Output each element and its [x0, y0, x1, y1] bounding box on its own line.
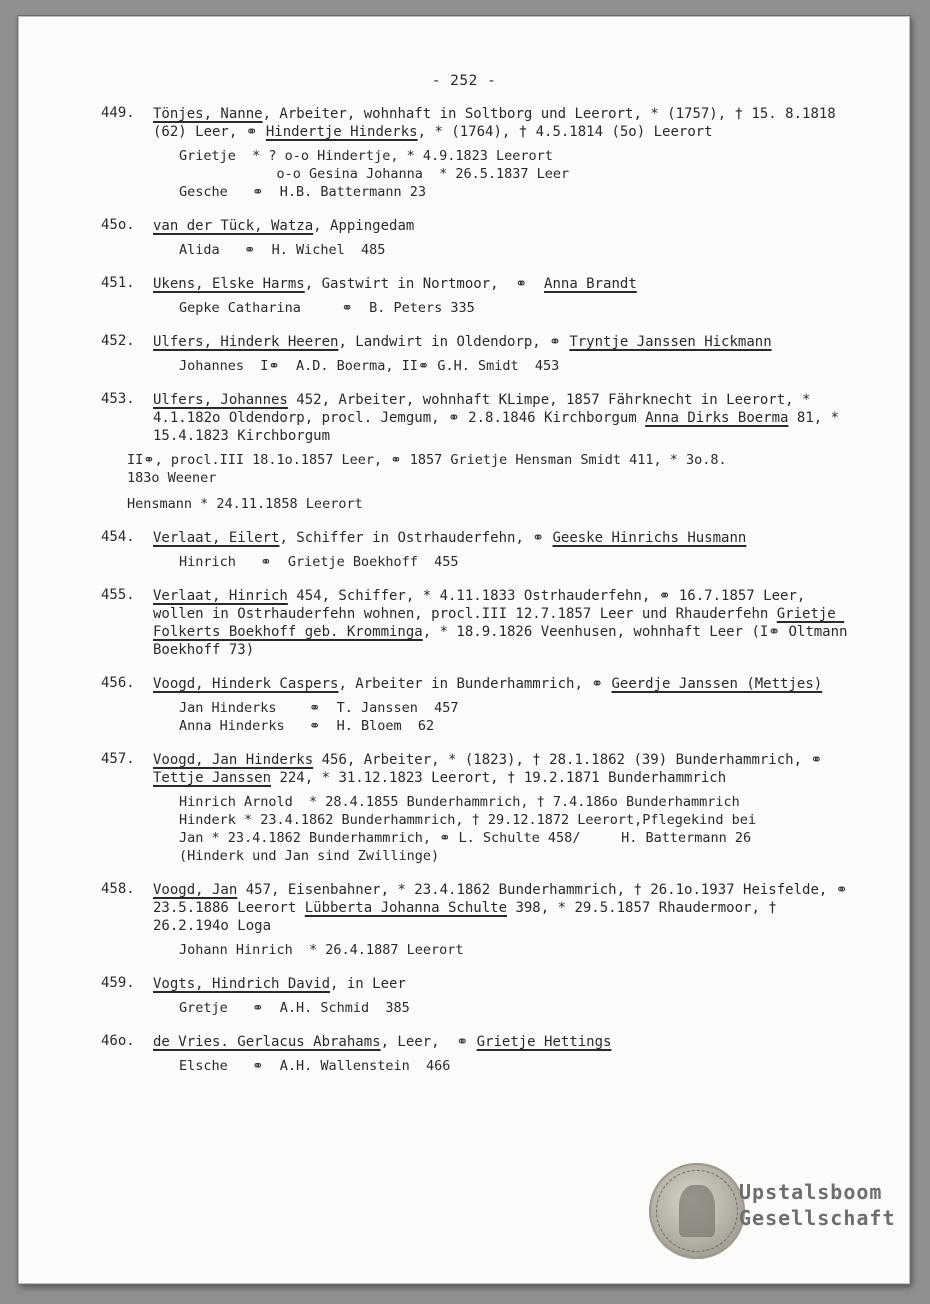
child-line: Hinderk * 23.4.1862 Bunderhammrich, † 29.12.1872 Leerort,Pflegekind bei: [179, 812, 757, 828]
genealogy-entry: [101, 975, 861, 1017]
child-line: Hinrich Arnold * 28.4.1855 Bunderhammrich, † 7.4.186o Bunderhammrich: [179, 794, 740, 810]
person-name: Voogd, Jan: [153, 882, 238, 898]
person-name: Grietje Hettings: [476, 1034, 612, 1050]
entry-head: [153, 529, 861, 547]
person-name: Verlaat, Hinrich: [153, 588, 288, 604]
entry-text: , Arbeiter, wohnhaft in Soltborg und Leerort, * (1757), † 15. 8.1818 (62) Leer, ⚭: [153, 106, 845, 140]
genealogy-entry: [101, 217, 861, 259]
child-line: (Hinderk und Jan sind Zwillinge): [179, 848, 440, 864]
genealogy-entry: [101, 675, 861, 735]
entry-text: , Appingedam: [313, 218, 415, 234]
child-line: Anna Hinderks ⚭ H. Bloem 62: [179, 718, 435, 734]
child-line: Gesche ⚭ H.B. Battermann 23: [179, 184, 427, 200]
children-list: [179, 1057, 861, 1075]
person-name: Anna Dirks Boerma: [645, 410, 789, 426]
child-line: Gepke Catharina ⚭ B. Peters 335: [179, 300, 475, 316]
person-name: Tönjes, Nanne: [153, 106, 263, 122]
person-name: de Vries. Gerlacus Abrahams: [153, 1034, 381, 1050]
person-name: Voogd, Hinderk Caspers: [153, 676, 339, 692]
genealogy-entry: [101, 881, 861, 959]
child-line: Johann Hinrich * 26.4.1887 Leerort: [179, 942, 464, 958]
child-line: II⚭, procl.III 18.1o.1857 Leer, ⚭ 1857 Grietje Hensman Smidt 411, * 3o.8.: [127, 452, 727, 468]
document-page: [18, 16, 910, 1284]
entry-number: 457.: [101, 751, 135, 767]
entry-head: [153, 333, 861, 351]
genealogy-entry: [101, 105, 861, 201]
entry-number: 449.: [101, 105, 135, 121]
genealogy-entry: [101, 1033, 861, 1075]
entry-number: 451.: [101, 275, 135, 291]
children-list: [179, 941, 861, 959]
person-name: Vogts, Hindrich David: [153, 976, 331, 992]
entry-text: 454, Schiffer, * 4.11.1833 Ostrhauderfehn, ⚭ 16.7.1857 Leer, wollen in Ostrhauderfehn wohnen, procl.III 12.7.1857 Leer und Rhauderfehn: [153, 588, 814, 622]
child-line: [127, 487, 861, 495]
children-list: [179, 147, 861, 201]
child-line: Gretje ⚭ A.H. Schmid 385: [179, 1000, 410, 1016]
entry-head: [153, 275, 861, 293]
children-list: [179, 553, 861, 571]
entry-list: [101, 105, 861, 1091]
children-list: [179, 241, 861, 259]
genealogy-entry: [101, 275, 861, 317]
entry-head: [153, 751, 861, 787]
children-list: [179, 357, 861, 375]
entry-number: 458.: [101, 881, 135, 897]
child-line: Grietje * ? o-o Hindertje, * 4.9.1823 Leerort: [179, 148, 553, 164]
entry-text: , Landwirt in Oldendorp, ⚭: [338, 334, 570, 350]
child-line: Hinrich ⚭ Grietje Boekhoff 455: [179, 554, 459, 570]
person-name: Grietje Folkerts Boekhoff geb. Kromminga: [153, 606, 845, 640]
children-list: [179, 793, 861, 865]
page-number: - 252 -: [431, 73, 497, 89]
entry-number: 455.: [101, 587, 135, 603]
logo-line-1: Upstalsboom: [739, 1180, 883, 1204]
children-list: [127, 451, 861, 513]
children-list: [179, 999, 861, 1017]
person-name: Lübberta Johanna Schulte: [304, 900, 508, 916]
genealogy-entry: [101, 333, 861, 375]
child-line: Jan * 23.4.1862 Bunderhammrich, ⚭ L. Schulte 458/ H. Battermann 26: [179, 830, 752, 846]
entry-text: 224, * 31.12.1823 Leerort, † 19.2.1871 Bunderhammrich: [271, 770, 727, 786]
entry-text: 456, Arbeiter, * (1823), † 28.1.1862 (39) Bunderhammrich, ⚭: [313, 752, 831, 768]
child-line: Johannes I⚭ A.D. Boerma, II⚭ G.H. Smidt 453: [179, 358, 560, 374]
entry-text: , Leer, ⚭: [380, 1034, 477, 1050]
entry-text: , Arbeiter in Bunderhammrich, ⚭: [338, 676, 612, 692]
entry-head: [153, 975, 861, 993]
society-logo: [649, 1163, 899, 1263]
entry-text: , in Leer: [330, 976, 406, 992]
entry-head: [153, 587, 861, 659]
entry-text: , Schiffer in Ostrhauderfehn, ⚭: [279, 530, 553, 546]
genealogy-entry: [101, 587, 861, 659]
entry-text: , * 18.9.1826 Veenhusen, wohnhaft Leer (I⚭ Oltmann Boekhoff 73): [153, 624, 856, 658]
entry-number: 452.: [101, 333, 135, 349]
entry-head: [153, 881, 861, 935]
genealogy-entry: [101, 391, 861, 513]
entry-number: 453.: [101, 391, 135, 407]
entry-text: , * (1764), † 4.5.1814 (5o) Leerort: [417, 124, 713, 140]
person-name: Anna Brandt: [544, 276, 637, 292]
genealogy-entry: [101, 751, 861, 865]
entry-number: 45o.: [101, 217, 135, 233]
entry-head: [153, 217, 861, 235]
entry-head: [153, 391, 861, 445]
seal-icon: [649, 1163, 745, 1259]
entry-head: [153, 675, 861, 693]
entry-text: , Gastwirt in Nortmoor, ⚭: [304, 276, 545, 292]
person-name: Ukens, Elske Harms: [153, 276, 305, 292]
entry-text: 398, * 29.5.1857 Rhaudermoor, † 26.2.194o Loga: [153, 900, 786, 934]
entry-number: 46o.: [101, 1033, 135, 1049]
children-list: [179, 699, 861, 735]
child-line: o-o Gesina Johanna * 26.5.1837 Leer: [179, 166, 570, 182]
person-name: van der Tück, Watza: [153, 218, 314, 234]
entry-head: [153, 1033, 861, 1051]
person-name: Ulfers, Hinderk Heeren: [153, 334, 339, 350]
entry-number: 454.: [101, 529, 135, 545]
person-name: Ulfers, Johannes: [153, 392, 288, 408]
logo-line-2: Gesellschaft: [739, 1206, 896, 1230]
genealogy-entry: [101, 529, 861, 571]
entry-text: 452, Arbeiter, wohnhaft KLimpe, 1857 Fährknecht in Leerort, * 4.1.182o Oldendorp, procl. Jemgum, ⚭ 2.8.1846 Kirchborgum: [153, 392, 819, 426]
entry-number: 459.: [101, 975, 135, 991]
entry-text: 457, Eisenbahner, * 23.4.1862 Bunderhammrich, † 26.1o.1937 Heisfelde, ⚭ 23.5.1886 Leerort: [153, 882, 856, 916]
logo-text: [739, 1179, 896, 1231]
person-name: Verlaat, Eilert: [153, 530, 280, 546]
child-line: Alida ⚭ H. Wichel 485: [179, 242, 386, 258]
entry-text: 81, * 15.4.1823 Kirchborgum: [153, 410, 848, 444]
person-name: Hindertje Hinderks: [265, 124, 418, 140]
person-name: Voogd, Jan Hinderks: [153, 752, 314, 768]
child-line: Hensmann * 24.11.1858 Leerort: [127, 496, 363, 512]
child-line: Jan Hinderks ⚭ T. Janssen 457: [179, 700, 459, 716]
person-name: Geerdje Janssen (Mettjes): [611, 676, 823, 692]
entry-number: 456.: [101, 675, 135, 691]
entry-head: [153, 105, 861, 141]
person-name: Tryntje Janssen Hickmann: [569, 334, 772, 350]
person-name: Tettje Janssen: [153, 770, 272, 786]
child-line: Elsche ⚭ A.H. Wallenstein 466: [179, 1058, 451, 1074]
children-list: [179, 299, 861, 317]
child-line: 183o Weener: [127, 470, 217, 486]
person-name: Geeske Hinrichs Husmann: [552, 530, 747, 546]
